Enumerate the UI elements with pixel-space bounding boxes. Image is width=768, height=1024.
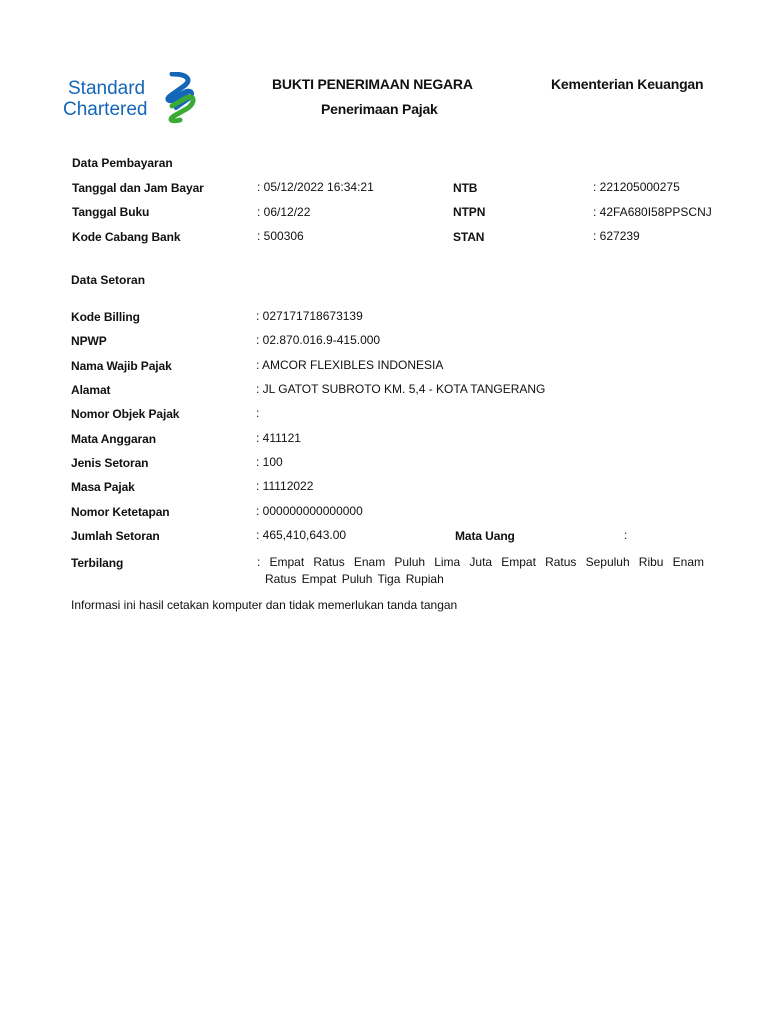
value-kode-billing: : 027171718673139 [256, 309, 363, 323]
value-ntpn: : 42FA680I58PPSCNJ [593, 205, 712, 219]
document-title: BUKTI PENERIMAAN NEGARA [272, 76, 473, 92]
value-stan: : 627239 [593, 229, 640, 243]
label-jumlah-setoran: Jumlah Setoran [71, 529, 160, 543]
value-alamat: : JL GATOT SUBROTO KM. 5,4 - KOTA TANGERANG [256, 382, 546, 396]
section-heading-setoran: Data Setoran [71, 273, 146, 287]
value-jenis-setoran: : 100 [256, 455, 283, 469]
value-nomor-ketetapan: : 000000000000000 [256, 504, 363, 518]
value-nama-wajib-pajak: : AMCOR FLEXIBLES INDONESIA [256, 358, 444, 372]
value-mata-uang: : [624, 528, 628, 542]
label-kode-billing: Kode Billing [71, 310, 140, 324]
label-alamat: Alamat [71, 383, 111, 397]
value-mata-anggaran: : 411121 [256, 431, 301, 445]
logo-text-line2: Chartered [63, 99, 148, 120]
standard-chartered-logo-icon [162, 72, 200, 124]
label-terbilang: Terbilang [71, 556, 124, 570]
label-nomor-ketetapan: Nomor Ketetapan [71, 505, 170, 519]
label-ntpn: NTPN [453, 205, 486, 219]
label-tanggal-buku: Tanggal Buku [72, 205, 150, 219]
label-mata-anggaran: Mata Anggaran [71, 432, 156, 446]
section-heading-pembayaran: Data Pembayaran [72, 156, 173, 170]
logo-text-line1: Standard [68, 78, 146, 99]
label-npwp: NPWP [71, 334, 107, 348]
value-jumlah-setoran: : 465,410,643.00 [256, 528, 347, 542]
label-nomor-objek-pajak: Nomor Objek Pajak [71, 407, 180, 421]
value-npwp: : 02.870.016.9-415.000 [256, 333, 381, 347]
ministry-name: Kementerian Keuangan [551, 76, 704, 92]
value-terbilang-line2: Ratus Empat Puluh Tiga Rupiah [265, 572, 444, 586]
value-tanggal-jam-bayar: : 05/12/2022 16:34:21 [257, 180, 374, 194]
label-ntb: NTB [453, 181, 478, 195]
label-mata-uang: Mata Uang [455, 529, 515, 543]
value-kode-cabang-bank: : 500306 [257, 229, 304, 243]
document-subtitle: Penerimaan Pajak [321, 101, 438, 117]
label-stan: STAN [453, 230, 485, 244]
label-nama-wajib-pajak: Nama Wajib Pajak [71, 359, 172, 373]
value-nomor-objek-pajak: : [256, 406, 260, 420]
value-terbilang-line1: : Empat Ratus Enam Puluh Lima Juta Empat Ratus Sepuluh Ribu Enam [257, 555, 704, 569]
value-tanggal-buku: : 06/12/22 [257, 205, 311, 219]
value-ntb: : 221205000275 [593, 180, 680, 194]
footer-note: Informasi ini hasil cetakan komputer dan tidak memerlukan tanda tangan [71, 598, 458, 612]
value-masa-pajak: : 11112022 [256, 479, 314, 493]
label-kode-cabang-bank: Kode Cabang Bank [72, 230, 181, 244]
label-tanggal-jam-bayar: Tanggal dan Jam Bayar [72, 181, 204, 195]
label-jenis-setoran: Jenis Setoran [71, 456, 149, 470]
label-masa-pajak: Masa Pajak [71, 480, 135, 494]
